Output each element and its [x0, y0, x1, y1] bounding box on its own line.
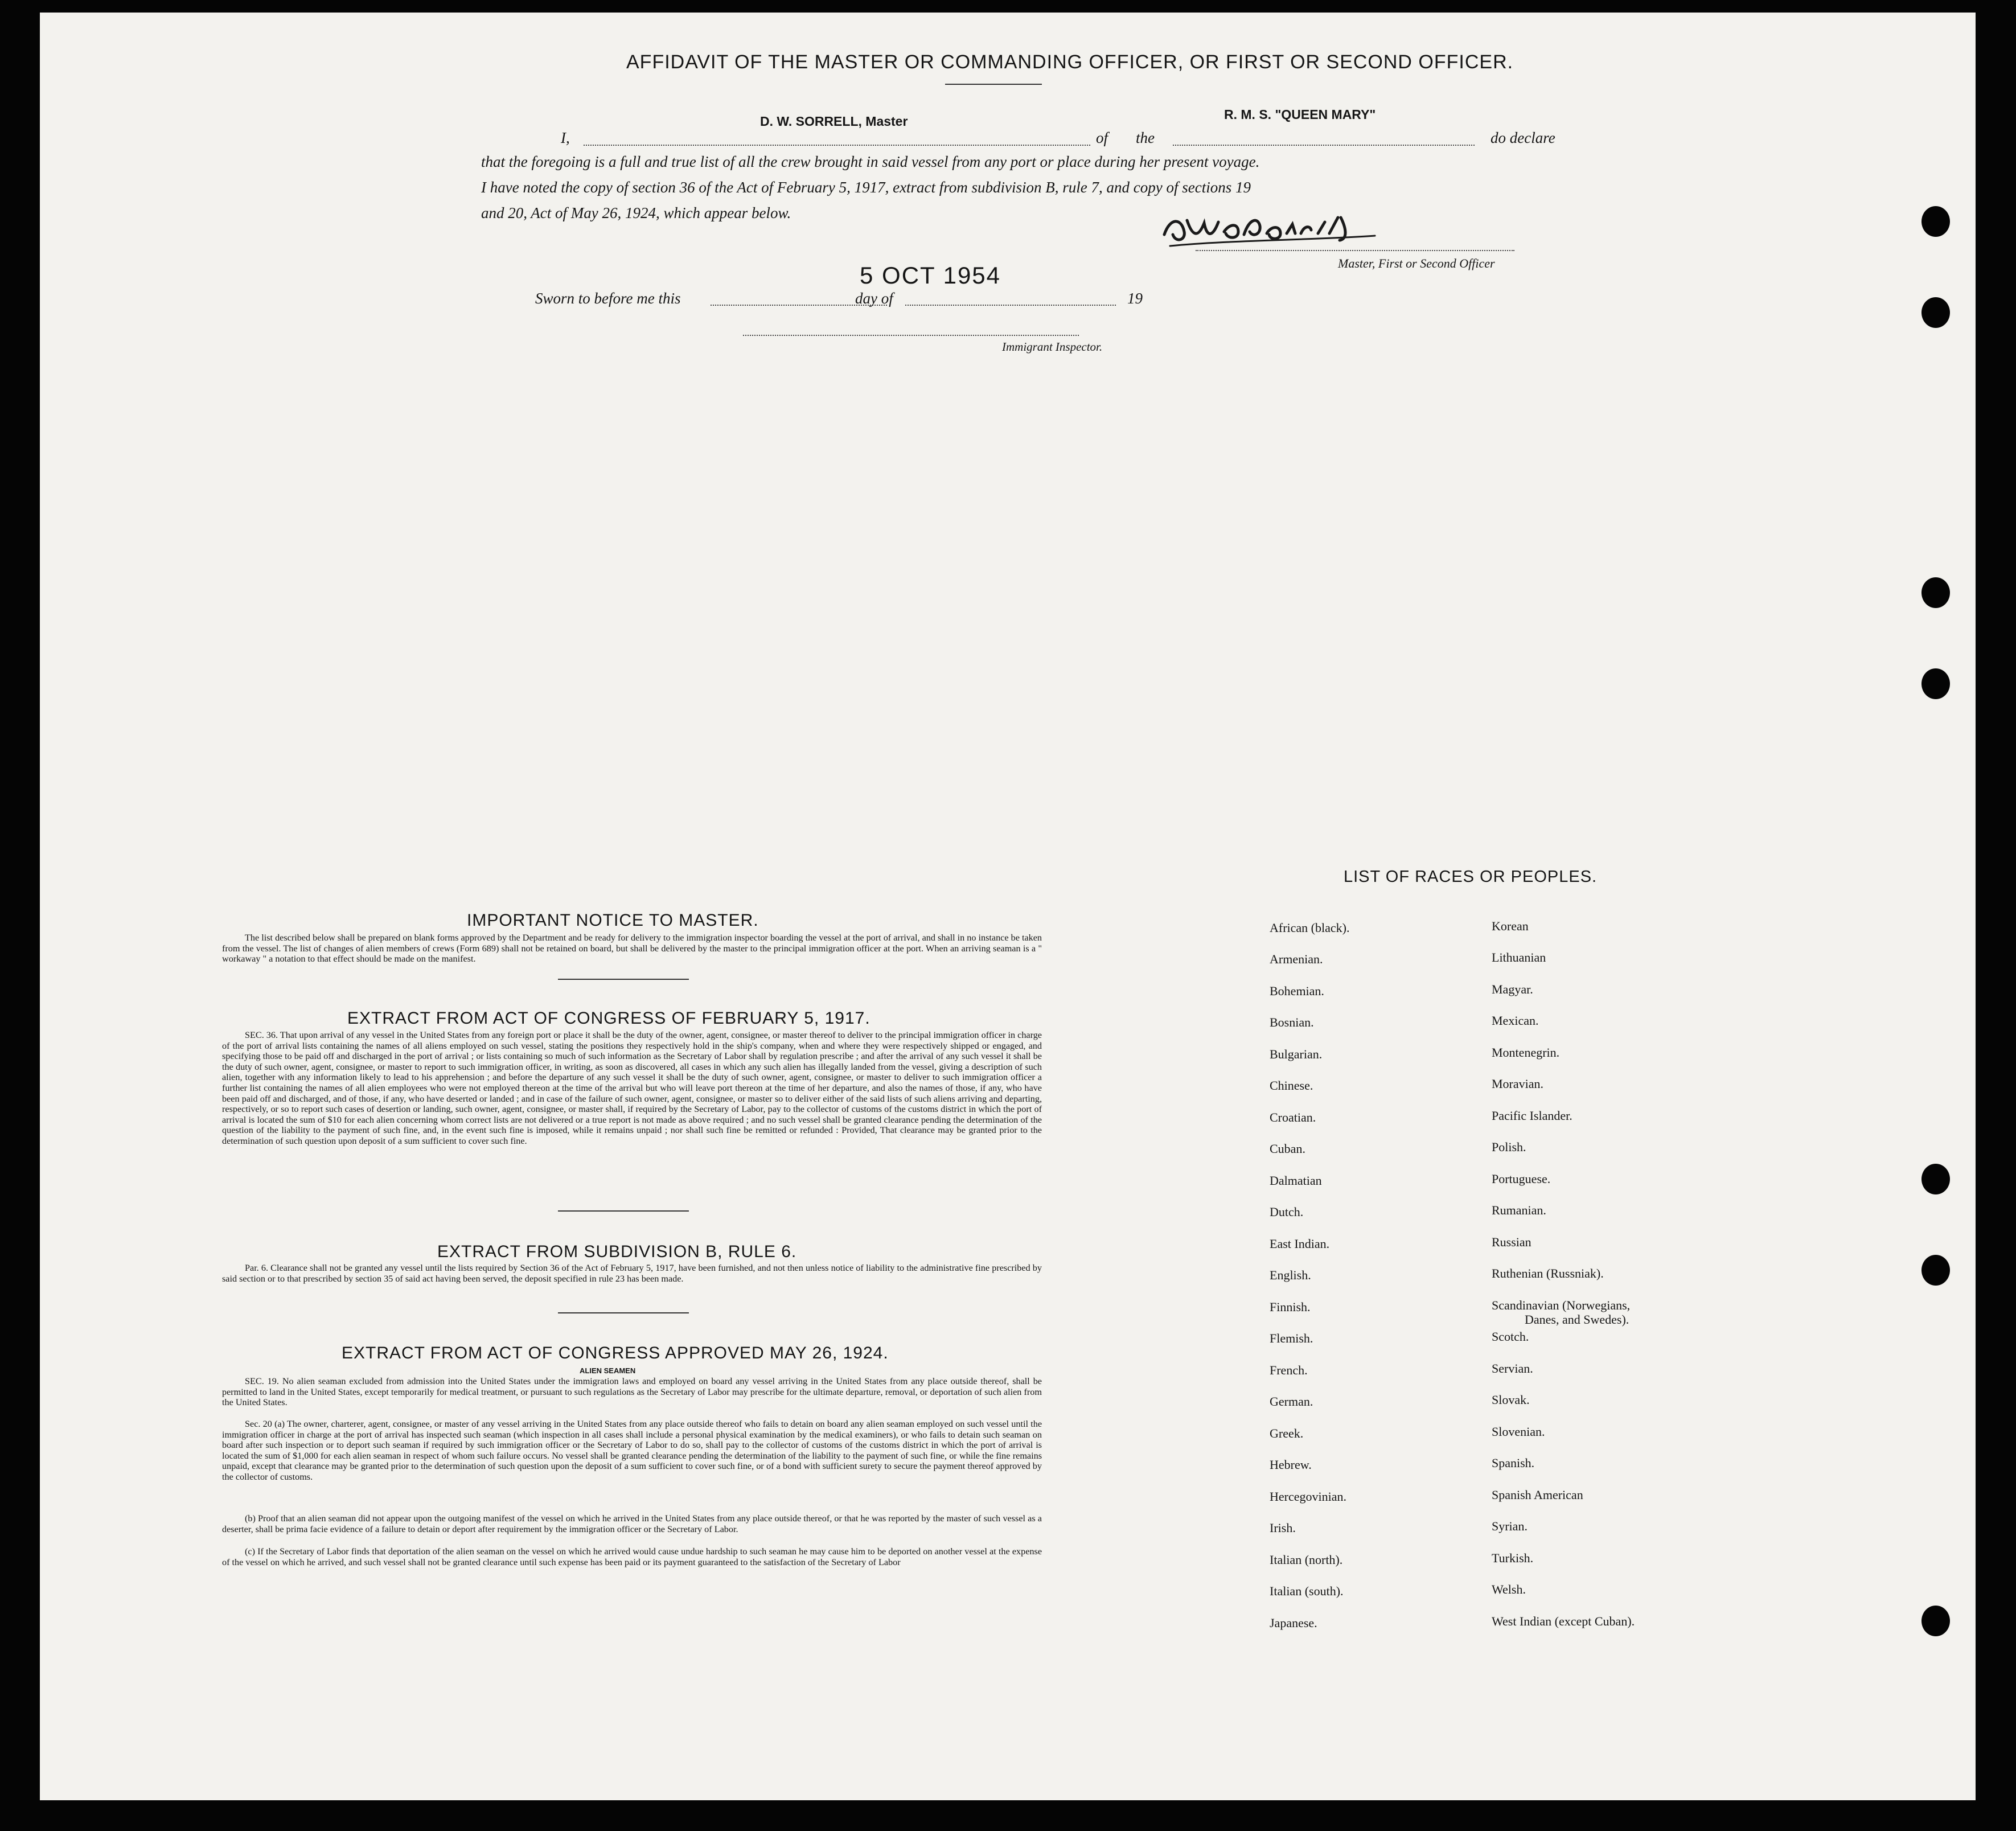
race-item: Croatian. [1270, 1110, 1316, 1124]
race-item: Spanish. [1492, 1456, 1535, 1470]
race-item: Welsh. [1492, 1582, 1526, 1596]
affidavit-i: I, [561, 129, 570, 146]
extract-1917-body: SEC. 36. That upon arrival of any vessel in the United States from any foreign port or place it shall be the duty of the owner, agent, consignee, or master thereof to deliver to the principal immigration officer in charge of the port of arrival lists containing the names of all aliens employed on such vessel, stating the positions they respectively hold in the ship's company, when and where they were respectively shipped or engaged, and specifying those to be paid off and discharged in the port of arrival ; or lists containing so much of such information as the Secretary of Labor shall by regulation prescribe ; and after the arrival of any such vessel it shall be the duty of such owner, agent, consignee, or master to report to such immigration officer, in writing, as soon as discovered, all cases in which any such alien has illegally landed from the vessel, giving a description of such alien, together with any information likely to lead to his apprehension ; and before the departure of any such vessel it shall be the duty of such owner, agent, consignee, or master to deliver to such immigration officer a further list containing the names of all alien employees who were not employed thereon at the time of the arrival but who will leave port thereon at the time of her departure, and also the names of those, if any, who have been paid off and discharged, and of those, if any, who have deserted or landed ; and in case of the failure of such owner, agent, consignee, or master so to deliver either of the said lists of such aliens arriving and departing, respectively, or so to report such cases of desertion or landing, such owner, agent, consignee, or master shall, if required by the Secretary of Labor, pay to the collector of customs of the customs district in which the port of arrival is located the sum of $10 for each alien concerning whom correct lists are not delivered or a true report is not made as above required ; and no such vessel shall be granted clearance pending the determination of the question of the liability to the payment of such fine, and, in the event such fine is imposed, while it remains unpaid ; nor shall such fine be remitted or refunded : Provided, That clearance may be granted prior to the determination of such question upon deposit of a sum sufficient to cover such fine. [222, 1030, 1042, 1146]
affidavit-line-3: I have noted the copy of section 36 of the Act of February 5, 1917, extract from subdivision B, rule 7, and copy of sections 19 [481, 179, 1251, 196]
race-item-continuation: Danes, and Swedes). [1525, 1312, 1629, 1327]
race-item: Servian. [1492, 1361, 1533, 1376]
race-item: Mexican. [1492, 1013, 1539, 1028]
race-item: Scandinavian (Norwegians, [1492, 1298, 1631, 1312]
vessel-name-line [1173, 145, 1475, 146]
race-item: Syrian. [1492, 1519, 1528, 1533]
race-item: French. [1270, 1363, 1308, 1377]
race-item: German. [1270, 1394, 1313, 1409]
punch-hole [1921, 206, 1950, 237]
race-item: Bosnian. [1270, 1015, 1314, 1029]
punch-hole [1921, 577, 1950, 608]
sworn-day-of: day of [855, 290, 893, 307]
punch-hole [1921, 1164, 1950, 1194]
race-item: Armenian. [1270, 952, 1323, 966]
punch-hole [1921, 1255, 1950, 1286]
race-item: Hebrew. [1270, 1458, 1312, 1472]
affidavit-of: of [1096, 129, 1108, 146]
punch-hole [1921, 297, 1950, 328]
punch-hole [1921, 668, 1950, 699]
race-item: Spanish American [1492, 1488, 1583, 1502]
race-item: Russian [1492, 1235, 1531, 1249]
race-item: Rumanian. [1492, 1203, 1546, 1217]
extract-1924-sec20b: (b) Proof that an alien seaman did not appear upon the outgoing manifest of the vessel on which he arrived in the United States from any place outside thereof, or that he was reported by the master of such vessel as a deserter, shall be prima facie evidence of a failure to detain or deport after requirement by the immigration officer or the Secretary of Labor. [222, 1513, 1042, 1534]
signature-line [1196, 250, 1514, 251]
race-item: Turkish. [1492, 1551, 1534, 1565]
inspector-signature-line [743, 335, 1079, 336]
race-item: East Indian. [1270, 1237, 1330, 1251]
extract-1924-title: EXTRACT FROM ACT OF CONGRESS APPROVED MAY 26, 1924. [342, 1344, 889, 1362]
signature-caption: Master, First or Second Officer [1338, 256, 1495, 270]
affidavit-title: AFFIDAVIT OF THE MASTER OR COMMANDING OFFICER, OR FIRST OR SECOND OFFICER. [626, 51, 1514, 73]
race-item: Italian (north). [1270, 1553, 1343, 1567]
race-item: Finnish. [1270, 1300, 1311, 1314]
sworn-prefix: Sworn to before me this [535, 290, 681, 307]
divider [945, 84, 1042, 85]
race-item: Korean [1492, 919, 1529, 933]
affidavit-line-4: and 20, Act of May 26, 1924, which appear below. [481, 204, 791, 221]
race-item: Lithuanian [1492, 950, 1546, 964]
race-item: Greek. [1270, 1426, 1304, 1440]
affidavit-the: the [1136, 129, 1155, 146]
master-signature [1159, 200, 1403, 252]
vessel-name: R. M. S. "QUEEN MARY" [1224, 107, 1376, 122]
race-item: Irish. [1270, 1521, 1296, 1535]
race-item: Scotch. [1492, 1329, 1529, 1344]
divider [558, 1210, 689, 1212]
sworn-month-line [905, 305, 1116, 306]
extract-1924-sec19: SEC. 19. No alien seaman excluded from admission into the United States under the immigration laws and employed on board any vessel arriving in the United States from any place outside thereof, shall be permitted to land in the United States, except temporarily for medical treatment, or pursuant to such regulations as the Secretary of Labor may prescribe for the ultimate departure, removal, or deportation of such alien from the United States. [222, 1376, 1042, 1408]
race-item: Polish. [1492, 1140, 1526, 1154]
race-item: Ruthenian (Russniak). [1492, 1266, 1604, 1280]
divider [558, 1312, 689, 1313]
race-item: Montenegrin. [1492, 1045, 1560, 1060]
subdivision-body: Par. 6. Clearance shall not be granted any vessel until the lists required by Section 36 of the Act of February 5, 1917, have been furnished, and not then unless notice of liability to the administrative fine prescribed by said section or to that prescribed by section 35 of said act having been served, the deposit specified in rule 23 has been made. [222, 1263, 1042, 1284]
extract-1924-sec20a: Sec. 20 (a) The owner, charterer, agent, consignee, or master of any vessel arriving in the United States from any place outside thereof who fails to detain on board any alien seaman employed on such vessel until the immigration officer in charge at the port of arrival has inspected such seaman (which inspection in all cases shall include a personal physical examination by the medical examiners), or who fails to detain such seaman on board after such inspection or to deport such seaman if required by such immigration officer or the Secretary of Labor to do so, shall pay to the collector of customs of the customs district in which the port of arrival is located the sum of $1,000 for each alien seaman in respect of whom such failure occurs. No vessel shall be granted clearance pending the determination of the liability to the payment of such fine, or while the fine remains unpaid, except that clearance may be granted prior to the determination of such question upon the deposit of a sum sufficient to cover such fine, or of a bond with sufficient surety to secure the payment thereof approved by the collector of customs. [222, 1419, 1042, 1482]
extract-1924-subtitle: ALIEN SEAMEN [580, 1366, 636, 1375]
document-page [40, 13, 1976, 1800]
race-item: Flemish. [1270, 1331, 1313, 1345]
divider [558, 979, 689, 980]
race-item: Dalmatian [1270, 1173, 1322, 1188]
race-item: Bohemian. [1270, 984, 1324, 998]
race-item: Pacific Islander. [1492, 1109, 1572, 1123]
race-item: West Indian (except Cuban). [1492, 1614, 1635, 1628]
notice-title: IMPORTANT NOTICE TO MASTER. [467, 911, 759, 930]
extract-1924-sec20c: (c) If the Secretary of Labor finds that deportation of the alien seaman on the vessel on which he arrived would cause undue hardship to such seaman he may cause him to be deported on another vessel at the expense of the vessel on which he arrived, and such vessel shall not be granted clearance until such expense has been paid or its payment guaranteed to the satisfaction of the Secretary of Labor [222, 1546, 1042, 1567]
affidavit-declare: do declare [1491, 129, 1555, 146]
extract-1917-title: EXTRACT FROM ACT OF CONGRESS OF FEBRUARY 5, 1917. [347, 1009, 871, 1028]
race-item: Cuban. [1270, 1142, 1305, 1156]
race-item: Slovenian. [1492, 1424, 1545, 1439]
race-item: Chinese. [1270, 1078, 1313, 1093]
race-item: English. [1270, 1268, 1311, 1282]
inspector-caption: Immigrant Inspector. [1002, 340, 1103, 354]
affidavit-line-2: that the foregoing is a full and true list of all the crew brought in said vessel from any port or place during her present voyage. [481, 153, 1260, 170]
race-item: Italian (south). [1270, 1584, 1344, 1598]
master-name-line [584, 145, 1090, 146]
sworn-year: 19 [1127, 290, 1143, 307]
race-item: Dutch. [1270, 1205, 1304, 1219]
date-stamp: 5 OCT 1954 [860, 262, 1001, 289]
notice-body: The list described below shall be prepared on blank forms approved by the Department and be ready for delivery to the immigration inspector boarding the vessel at the port of arrival, and shall in no instance be taken from the vessel. The list of changes of alien members of crews (Form 689) shall not be retained on board, but shall be delivered by the master to the principal immigration officer at the port. When an arriving seaman is a " workaway " a notation to that effect should be made on the manifest. [222, 933, 1042, 964]
races-title: LIST OF RACES OR PEOPLES. [1344, 868, 1598, 886]
race-item: Portuguese. [1492, 1172, 1551, 1186]
race-item: Japanese. [1270, 1616, 1317, 1630]
master-name: D. W. SORRELL, Master [760, 114, 908, 129]
race-item: Moravian. [1492, 1077, 1544, 1091]
punch-hole [1921, 1606, 1950, 1636]
race-item: Magyar. [1492, 982, 1533, 996]
race-item: Hercegovinian. [1270, 1489, 1346, 1504]
race-item: Bulgarian. [1270, 1047, 1323, 1061]
subdivision-title: EXTRACT FROM SUBDIVISION B, RULE 6. [437, 1242, 797, 1261]
race-item: Slovak. [1492, 1393, 1530, 1407]
race-item: African (black). [1270, 921, 1350, 935]
